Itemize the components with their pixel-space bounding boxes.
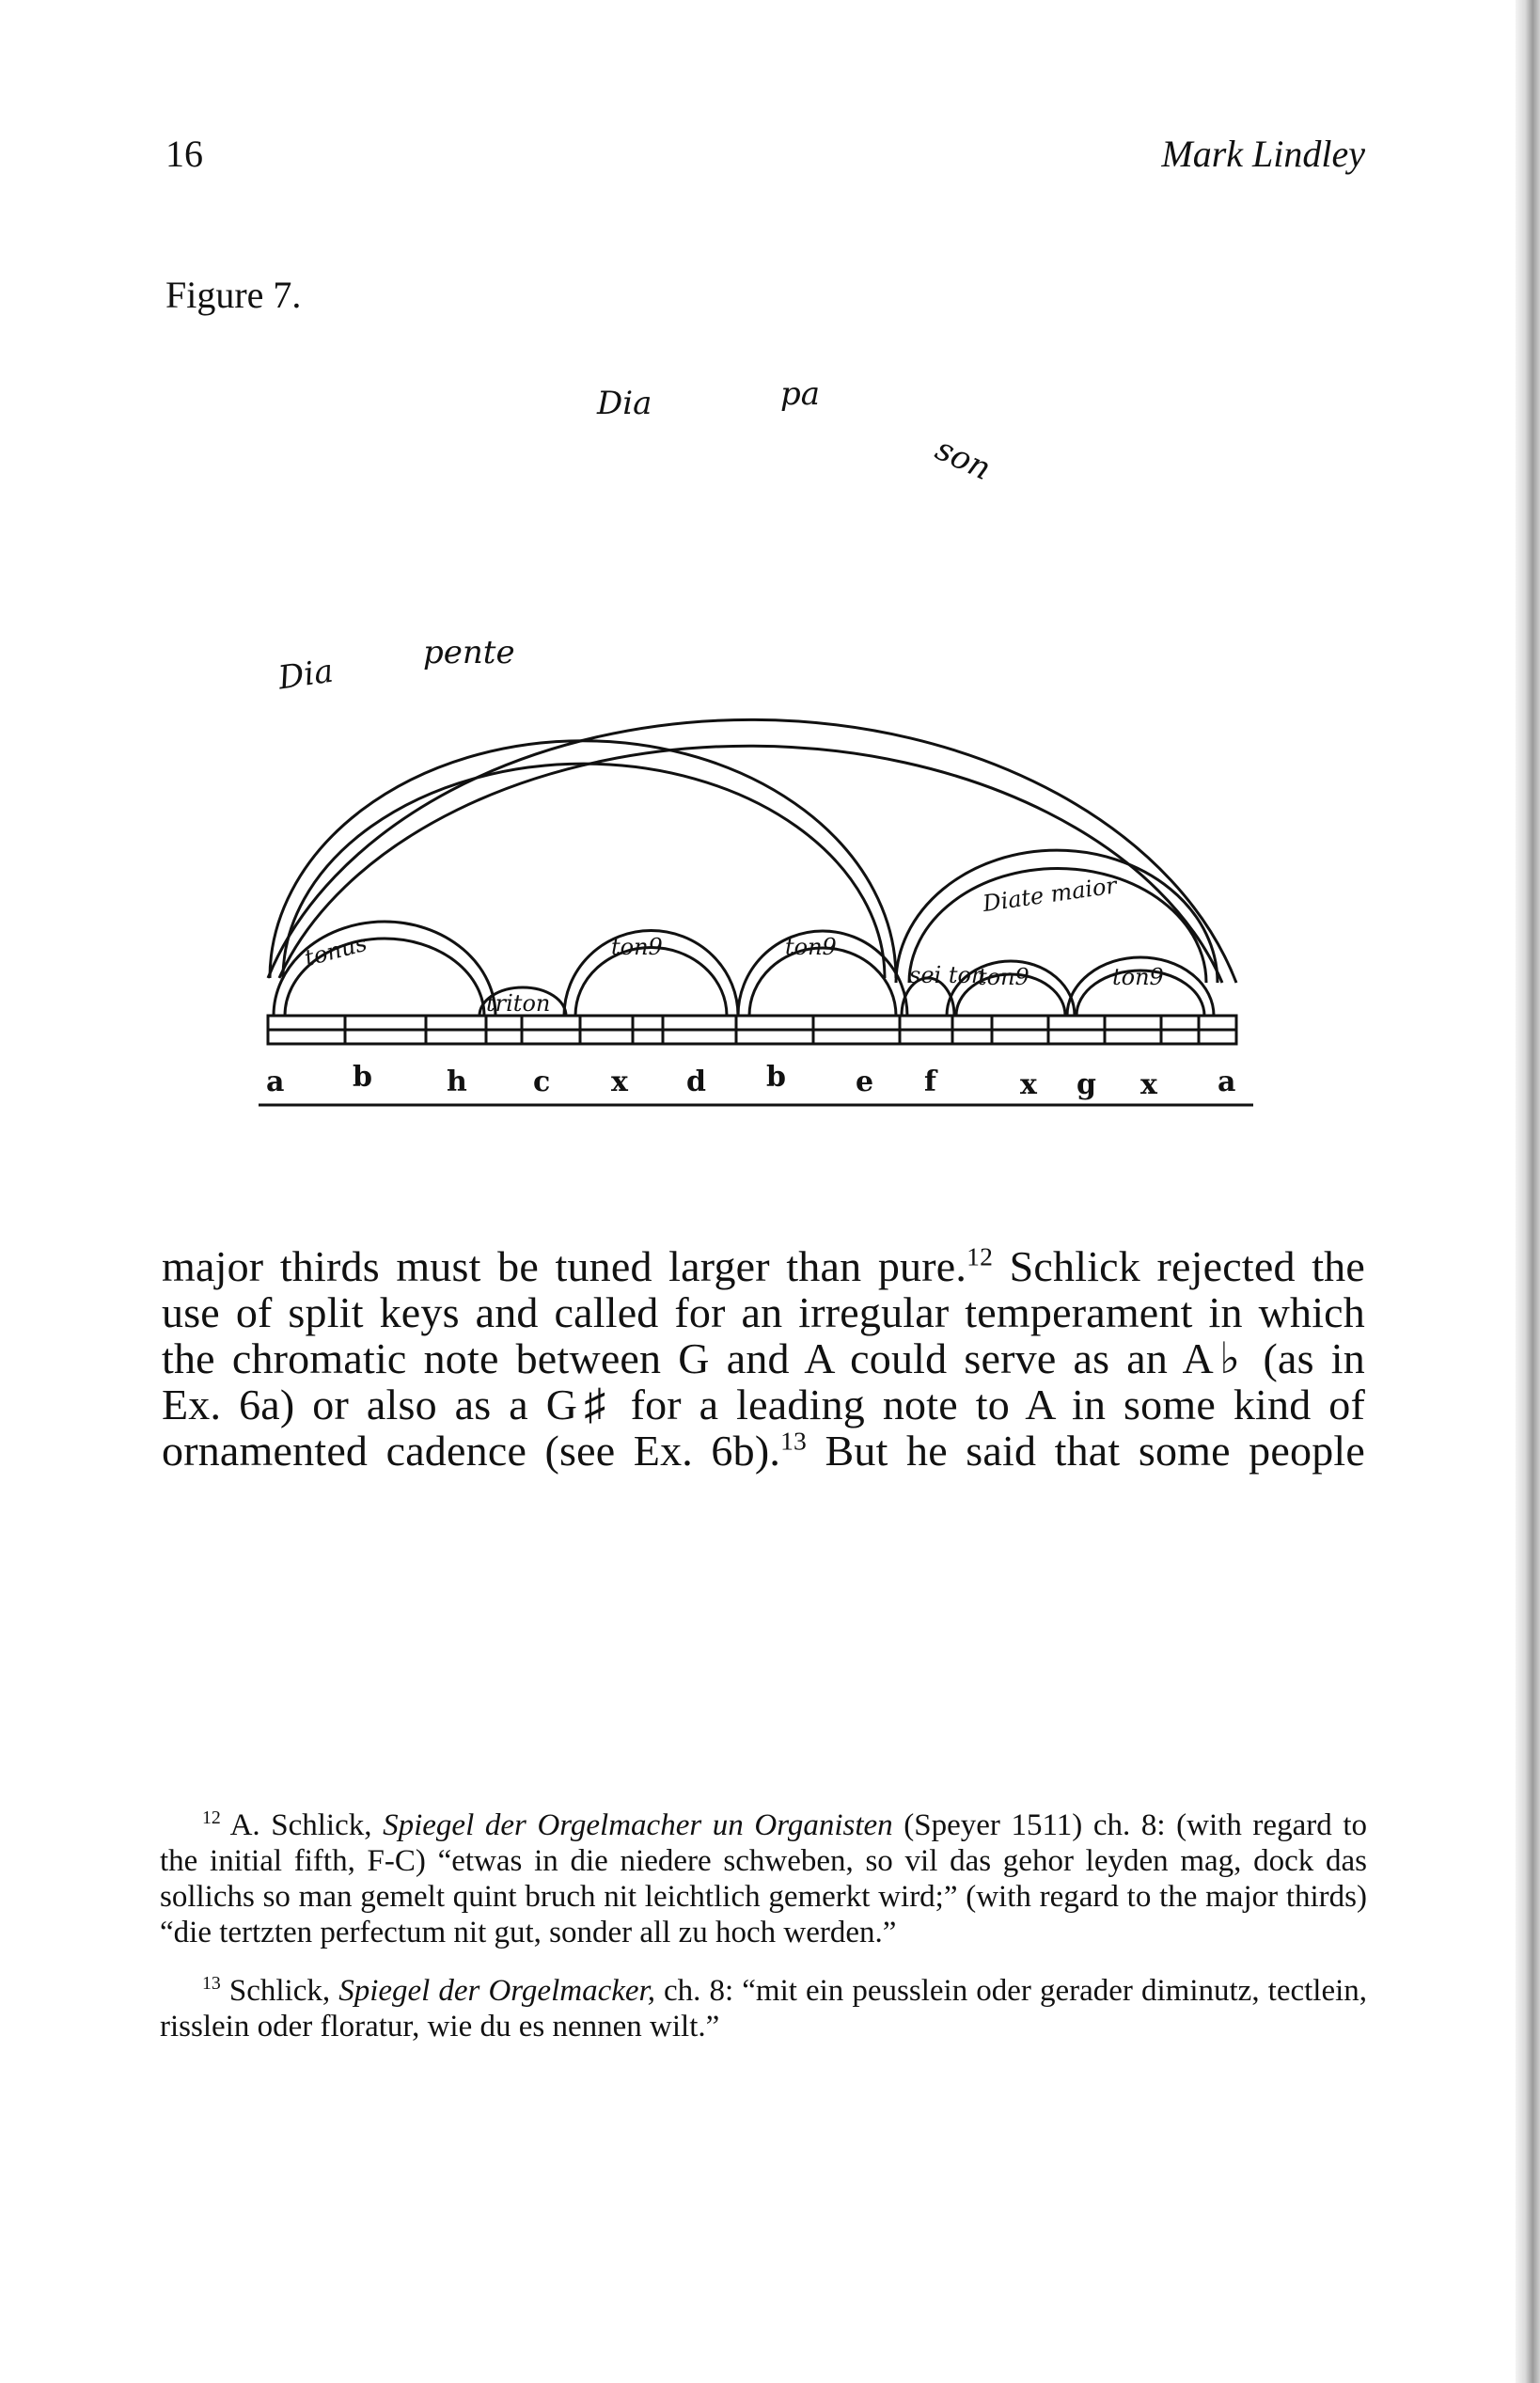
key-name: b <box>353 1061 372 1094</box>
footnote-number: 13 <box>202 1973 221 1994</box>
key-name: c <box>533 1065 551 1098</box>
key-name: b <box>766 1061 786 1094</box>
label-diapason-c: son <box>929 430 997 489</box>
body-line: use of split keys and called for an irregular temperament in which <box>162 1288 1365 1336</box>
arc-diapason-inner <box>279 746 1222 983</box>
running-head-author: Mark Lindley <box>1161 133 1365 175</box>
footnote-12: $^{12}$ A. Schlick, Spiegel der Orgelmacher un Organisten (Speyer 1511) ch. 8: (with regard to the initial fifth, F-C) “etwas in die niedere schweben, so vil das gehor leyden mag, dock das sollichs so man gemelt quint bruch nit leichtlich gemerkt wird;” (with regard to the major thirds) “die tertzten perfectum nit gut, sonder all zu hoch werden.” <box>160 1807 1367 1949</box>
key-name: x <box>1020 1068 1037 1101</box>
label-tritone: triton <box>486 990 551 1017</box>
body-line: major thirds must be tuned larger than pure.$^{12}$ Schlick rejected the <box>162 1241 1365 1290</box>
key-name-row <box>266 1061 1235 1101</box>
key-name: d <box>686 1065 706 1098</box>
footnotes <box>160 1807 1367 2067</box>
key-name: a <box>266 1065 285 1098</box>
label-tone-2: ton9 <box>785 934 837 960</box>
key-name: x <box>611 1065 628 1098</box>
label-diapason-b: pa <box>780 375 821 413</box>
body-line: Ex. 6a) or also as a G♯ for a leading note to A in some kind of <box>162 1381 1365 1428</box>
label-diapente-a: Dia <box>275 652 336 698</box>
figure-7-arc-diagram <box>240 362 1274 1114</box>
footnote-ref-13[interactable]: 13 <box>780 1426 808 1456</box>
label-diapente-b: pente <box>423 634 515 671</box>
key-name: a <box>1218 1065 1236 1098</box>
body-line: the chromatic note between G and A could serve as an A♭ (as in <box>162 1334 1365 1382</box>
page-number: 16 <box>165 133 203 175</box>
key-name: f <box>924 1065 936 1098</box>
footnote-13: $^{13}$ Schlick, Spiegel der Orgelmacker, ch. 8: “mit ein peusslein oder gerader diminutz, tectlein, risslein oder floratur, wie du es nennen wilt.” <box>160 1973 1368 2044</box>
key-name: h <box>447 1065 467 1098</box>
label-diapason-a: Dia <box>597 385 652 422</box>
key-name: g <box>1076 1068 1096 1101</box>
label-tone-1: ton9 <box>611 934 663 960</box>
footnote-title: Spiegel der Orgelmacker, <box>338 1974 655 2008</box>
label-semitone: sei ton <box>909 962 986 988</box>
label-ditone: Diate maior <box>981 872 1119 918</box>
body-paragraph <box>162 1243 1365 1474</box>
label-tone-3: ton9 <box>978 964 1029 990</box>
footnote-title: Spiegel der Orgelmacher un Organisten <box>383 1808 893 1842</box>
arc-diagram-svg <box>240 362 1274 1114</box>
label-tonus: tonus <box>301 929 370 972</box>
page-edge-scan-shadow <box>1516 0 1540 2383</box>
page-header <box>165 132 1365 188</box>
label-tone-4: ton9 <box>1112 964 1164 990</box>
body-line: ornamented cadence (see Ex. 6b).$^{13}$ But he said that some people <box>162 1426 1365 1475</box>
arc-diapason-outer <box>268 719 1236 983</box>
key-name: x <box>1140 1068 1157 1101</box>
figure-caption: Figure 7. <box>165 274 302 316</box>
key-name: e <box>856 1065 874 1098</box>
footnote-ref-12[interactable]: 12 <box>966 1241 994 1271</box>
footnote-number: 12 <box>202 1807 221 1828</box>
